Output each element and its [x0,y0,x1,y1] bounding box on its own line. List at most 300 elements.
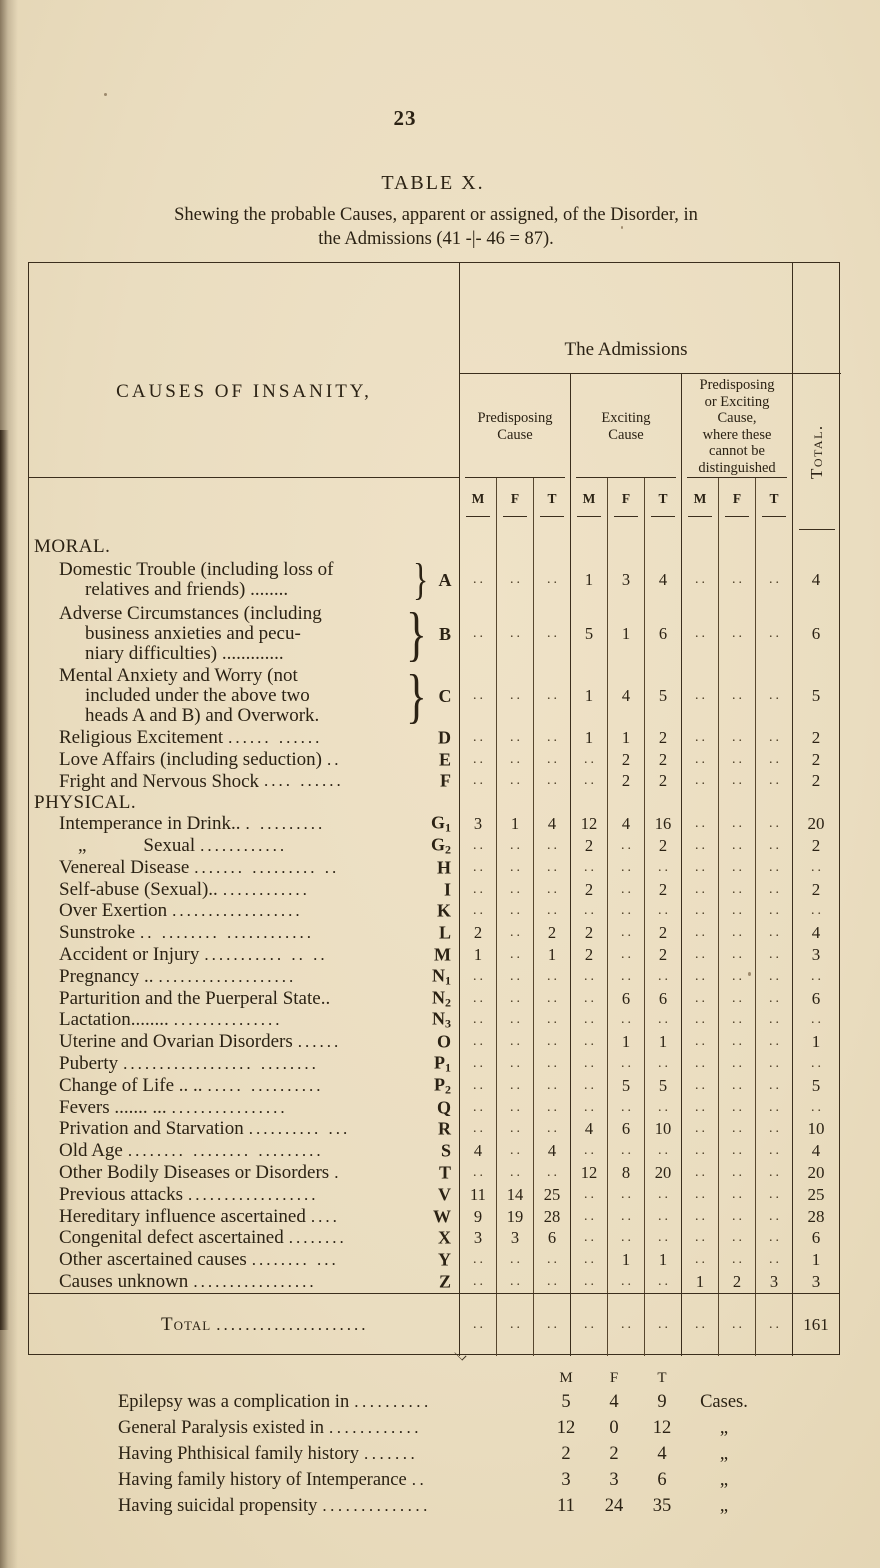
row-total-cell: 5 [792,665,839,727]
data-cell: .. [718,1162,755,1184]
data-cell: .. [459,1075,496,1097]
data-cell: 5 [607,1075,644,1097]
data-cell: .. [459,901,496,923]
data-cell: 12 [570,1162,607,1184]
table-row [29,1140,839,1162]
data-cell: .. [496,1162,533,1184]
data-cell: .. [718,1140,755,1162]
cause-label: Other ascertained causes [59,1249,247,1271]
cause-cell [29,988,459,1010]
summary-row [118,1496,798,1522]
row-letter: N1 [432,965,451,988]
row-letter-subscript: 3 [445,1016,451,1031]
cause-cell [29,922,459,944]
data-cell: .. [459,988,496,1010]
data-cell [496,536,533,557]
cause-label: Puberty [59,1053,119,1075]
data-cell: .. [755,922,792,944]
data-cell: 2 [644,749,681,771]
data-cell: 1 [533,944,570,966]
mft-header-cell [681,478,718,536]
data-cell: .. [496,857,533,879]
data-cell: .. [681,1031,718,1053]
cause-label: Accident or Injury [59,944,200,966]
cause-cell [29,835,459,857]
data-cell: .. [496,1249,533,1271]
row-letter: W [433,1206,451,1227]
data-cell: .. [570,1010,607,1032]
footer-column-letter: M [559,1370,573,1386]
cause-cell [29,857,459,879]
column-underline [577,516,601,517]
data-cell: 2 [644,835,681,857]
data-cell: 4 [570,1119,607,1141]
table-row [29,1162,839,1184]
row-total-cell: .. [792,857,839,879]
data-cell: 3 [459,813,496,835]
data-cell: .. [755,835,792,857]
data-cell: .. [459,1119,496,1141]
data-cell: 2 [459,922,496,944]
column-letter: F [510,491,520,506]
cause-cell [29,1271,459,1293]
table-row [29,749,839,771]
cause-label: Old Age [59,1140,123,1162]
group-header-text [571,374,681,477]
data-cell [718,536,755,557]
row-letter: G2 [430,835,451,857]
group-header-line: Predisposing [699,377,775,393]
row-total-cell: 2 [792,771,839,793]
group-header-line: distinguished [698,459,776,476]
summary-female-value: 2 [609,1444,619,1464]
cause-label: Sunstroke [59,922,135,944]
summary-total-value: 4 [657,1444,667,1464]
data-cell: .. [755,557,792,603]
data-cell: .. [459,557,496,603]
row-total-cell: 1 [792,1031,839,1053]
data-cell: .. [496,771,533,793]
row-total-cell [792,792,839,813]
subtitle-line-2: the Admissions (41 -|- 46 = 87). [318,229,554,249]
group-header [681,374,792,478]
data-cell: .. [681,966,718,988]
data-cell: .. [496,944,533,966]
data-cell: .. [644,1206,681,1228]
data-cell: 14 [496,1184,533,1206]
cause-group-headers [459,374,792,478]
row-total-cell: 3 [792,944,839,966]
data-cell: .. [681,1294,718,1356]
paper-speck [104,93,107,96]
summary-total-value: 9 [657,1392,667,1412]
summary-male-value: 3 [561,1470,571,1490]
section-row [29,536,839,557]
data-cell: .. [459,1031,496,1053]
summary-female-value: 4 [609,1392,619,1412]
data-cell: .. [755,1206,792,1228]
data-cell: 1 [570,727,607,749]
data-cell [681,536,718,557]
data-cell: .. [570,1097,607,1119]
data-cell: .. [459,771,496,793]
summary-label: Epilepsy was a complication in [118,1392,350,1412]
data-cell: .. [607,901,644,923]
data-cell: .. [459,665,496,727]
admissions-header-label: The Admissions [564,339,688,360]
table-row [29,879,839,901]
data-cell: .. [755,813,792,835]
summary-total-value: 35 [652,1496,672,1516]
data-cell [755,536,792,557]
cause-label: Parturition and the Puerperal State.. [59,987,331,1009]
data-cell: 2 [570,922,607,944]
summary-column-header [118,1370,798,1392]
summary-label-cell [118,1418,542,1439]
data-cell [496,792,533,813]
mft-header-cell [755,478,792,536]
row-letter: H [436,857,451,878]
data-cell: .. [718,988,755,1010]
table-row [29,901,839,923]
group-header-line: Exciting [601,410,651,426]
data-cell: 3 [459,1228,496,1250]
data-cell [681,792,718,813]
table-row [29,557,839,603]
dot-leader: ................. [193,1272,317,1292]
group-header-line: Cause [497,426,533,443]
row-letter: F [440,770,451,791]
data-cell: .. [718,1031,755,1053]
data-cell: .. [459,1271,496,1293]
row-letter-subscript: 1 [445,820,451,835]
summary-male-value: 2 [561,1444,571,1464]
data-cell: .. [681,1010,718,1032]
dot-leader: ....... [364,1444,419,1463]
total-row [29,1293,839,1356]
data-cell: .. [607,857,644,879]
group-header [460,374,570,478]
cause-cell [29,536,459,557]
brace-glyph: } [406,603,427,665]
total-header-label: Total. [807,424,826,479]
cause-cell [29,603,459,665]
summary-row [118,1418,798,1444]
data-cell: .. [681,835,718,857]
cause-label: Love Affairs (including seduction) [59,748,322,770]
column-underline [762,516,786,517]
column-underline [651,516,675,517]
row-letter: P2 [434,1074,451,1097]
summary-female-value: 0 [609,1418,619,1438]
data-cell: .. [755,857,792,879]
data-cell: 12 [570,813,607,835]
data-cell: .. [496,1140,533,1162]
row-letter: Y [438,1249,451,1270]
column-letter: T [658,491,668,506]
group-header-line: Cause [608,426,644,443]
data-cell: .. [681,771,718,793]
data-cell: .. [681,1140,718,1162]
data-cell: .. [681,988,718,1010]
mft-header-cell [607,478,644,536]
row-total-cell: 2 [792,835,839,857]
summary-male-value: 12 [556,1418,576,1438]
data-cell: .. [570,1271,607,1293]
column-letter: M [693,491,707,506]
data-cell: .. [496,1271,533,1293]
data-cell: .. [755,749,792,771]
data-cell: 1 [681,1271,718,1293]
dot-leader: .................. ........ [123,1054,319,1074]
data-cell: .. [718,1010,755,1032]
column-underline [688,516,712,517]
column-underline [725,516,749,517]
data-cell [644,536,681,557]
data-cell: .. [459,1053,496,1075]
row-total-cell: .. [792,1053,839,1075]
data-cell: .. [755,1228,792,1250]
cause-cell [29,1140,459,1162]
data-cell: .. [681,1206,718,1228]
row-letter-subscript: 1 [445,1060,451,1075]
data-cell [570,536,607,557]
summary-row [118,1470,798,1496]
data-cell: 20 [644,1162,681,1184]
data-cell: .. [533,1031,570,1053]
summary-unit: Cases. [700,1392,748,1412]
table-body [29,536,839,1293]
data-cell: 2 [644,879,681,901]
row-total-cell: .. [792,901,839,923]
table-subtitle [0,203,872,251]
data-cell: .. [570,966,607,988]
grand-total-cell: 161 [792,1294,839,1356]
data-cell: .. [533,665,570,727]
mft-header-cell [570,478,607,536]
data-cell: .. [607,1184,644,1206]
table-row [29,1097,839,1119]
cause-cell [29,1075,459,1097]
summary-label: Having family history of Intemperance [118,1470,407,1490]
row-total-cell: 28 [792,1206,839,1228]
cause-label: Pregnancy .. [59,965,154,987]
data-cell: .. [570,1075,607,1097]
row-total-cell: 6 [792,1228,839,1250]
data-cell: .. [533,901,570,923]
data-cell: .. [681,901,718,923]
data-cell: .. [681,922,718,944]
data-cell: .. [755,771,792,793]
table-header [29,263,839,536]
data-cell: .. [570,1184,607,1206]
data-cell: .. [459,879,496,901]
cause-label: Hereditary influence ascertained [59,1205,306,1227]
data-cell [644,792,681,813]
row-letter: R [438,1118,451,1139]
summary-unit: „ [719,1470,729,1490]
data-cell: .. [644,1010,681,1032]
data-cell: 2 [644,771,681,793]
data-cell: .. [644,857,681,879]
data-cell: .. [718,1184,755,1206]
group-header-line: Cause, [717,410,757,426]
brace-glyph: } [406,665,427,727]
table-row [29,835,839,857]
data-cell: .. [755,879,792,901]
data-cell: .. [533,835,570,857]
dot-leader: .. ........ ............ [140,923,314,943]
data-cell: .. [718,944,755,966]
data-cell: .. [607,835,644,857]
table-row [29,922,839,944]
data-cell: .. [644,1097,681,1119]
cause-cell [29,771,459,793]
mft-header-cell [496,478,533,536]
cause-cell [29,1184,459,1206]
data-cell: .. [607,1053,644,1075]
data-cell: 1 [496,813,533,835]
causes-of-insanity-table [28,262,840,1355]
data-cell: .. [533,1294,570,1356]
cause-label: Self-abuse (Sexual).. [59,878,218,900]
data-cell: .. [718,922,755,944]
section-label: PHYSICAL. [34,792,137,813]
data-cell: .. [644,1228,681,1250]
row-letter: T [438,1162,451,1183]
data-cell: .. [755,1294,792,1356]
data-cell: .. [533,1119,570,1141]
data-cell: .. [570,1249,607,1271]
data-cell: .. [570,1053,607,1075]
data-cell: .. [755,727,792,749]
section-row [29,792,839,813]
row-letter: O [436,1031,451,1052]
data-cell: 4 [533,813,570,835]
data-cell: .. [718,557,755,603]
data-cell [459,792,496,813]
data-cell: .. [718,835,755,857]
summary-row [118,1444,798,1470]
cause-cell [29,1119,459,1141]
summary-unit: „ [719,1444,729,1464]
cause-cell [29,1097,459,1119]
data-cell: .. [533,771,570,793]
data-cell: 4 [459,1140,496,1162]
mft-header-cell [718,478,755,536]
data-cell: .. [644,1184,681,1206]
data-cell: .. [496,603,533,665]
summary-rows [118,1392,798,1522]
data-cell: .. [718,857,755,879]
data-cell: .. [681,1119,718,1141]
row-total-cell: 10 [792,1119,839,1141]
data-cell: .. [570,988,607,1010]
data-cell: 5 [570,603,607,665]
data-cell: 1 [607,1031,644,1053]
data-cell: .. [718,771,755,793]
cause-label-line: included under the above two [85,685,310,706]
summary-row [118,1392,798,1418]
data-cell: .. [496,665,533,727]
data-cell: .. [718,749,755,771]
data-cell: .. [459,857,496,879]
data-cell: 25 [533,1184,570,1206]
data-cell: .. [755,944,792,966]
row-letter: N2 [432,987,451,1010]
data-cell: .. [533,727,570,749]
data-cell: 6 [644,988,681,1010]
data-cell: .. [570,1294,607,1356]
data-cell: .. [570,749,607,771]
data-cell [533,792,570,813]
dot-leader: . ......... [245,814,326,834]
row-letter: S [440,1140,451,1161]
row-total-cell: 2 [792,879,839,901]
table-row [29,603,839,665]
data-cell: 4 [533,1140,570,1162]
data-cell: .. [533,1271,570,1293]
data-cell: .. [607,922,644,944]
dot-leader: .. [411,1470,428,1489]
row-letter: E [438,749,451,770]
data-cell: .. [496,1075,533,1097]
total-header-spacer [793,263,841,374]
dot-leader: ........ ........ ......... [127,1141,324,1161]
cause-cell [29,1053,459,1075]
data-cell: .. [681,1249,718,1271]
data-cell: .. [755,901,792,923]
group-header [570,374,681,478]
data-cell: 4 [607,813,644,835]
row-total-cell: 4 [792,1140,839,1162]
data-cell: 16 [644,813,681,835]
data-cell: .. [496,966,533,988]
group-header-line: Predisposing [477,410,553,426]
data-cell: .. [533,603,570,665]
row-letter: B [438,623,451,644]
row-total-cell: 2 [792,727,839,749]
data-cell: .. [570,1140,607,1162]
row-letter-subscript: 2 [445,995,451,1010]
cause-cell [29,813,459,835]
dot-leader: .......... ... [248,1119,351,1139]
dot-leader: .................. [188,1184,319,1204]
group-header-line: where these [702,426,772,443]
data-cell: .. [459,1097,496,1119]
page-binding-shadow-dark [0,430,9,1330]
summary-total-value: 6 [657,1470,667,1490]
data-cell: 4 [607,665,644,727]
row-total-cell: 25 [792,1184,839,1206]
data-cell: .. [718,727,755,749]
dot-leader: .... ...... [264,771,344,791]
table-row [29,1271,839,1293]
data-cell: .. [607,1097,644,1119]
cause-label-line: heads A and B) and Overwork. [85,705,320,726]
data-cell: .. [459,1294,496,1356]
row-letter: L [438,922,451,943]
data-cell: .. [496,727,533,749]
cause-label: Uterine and Ovarian Disorders [59,1031,293,1053]
data-cell: .. [570,901,607,923]
data-cell: .. [755,665,792,727]
mft-subheader-row [459,478,792,536]
dot-leader: .. [326,749,342,769]
mft-header-cell [459,478,496,536]
data-cell [570,792,607,813]
data-cell: .. [681,1184,718,1206]
